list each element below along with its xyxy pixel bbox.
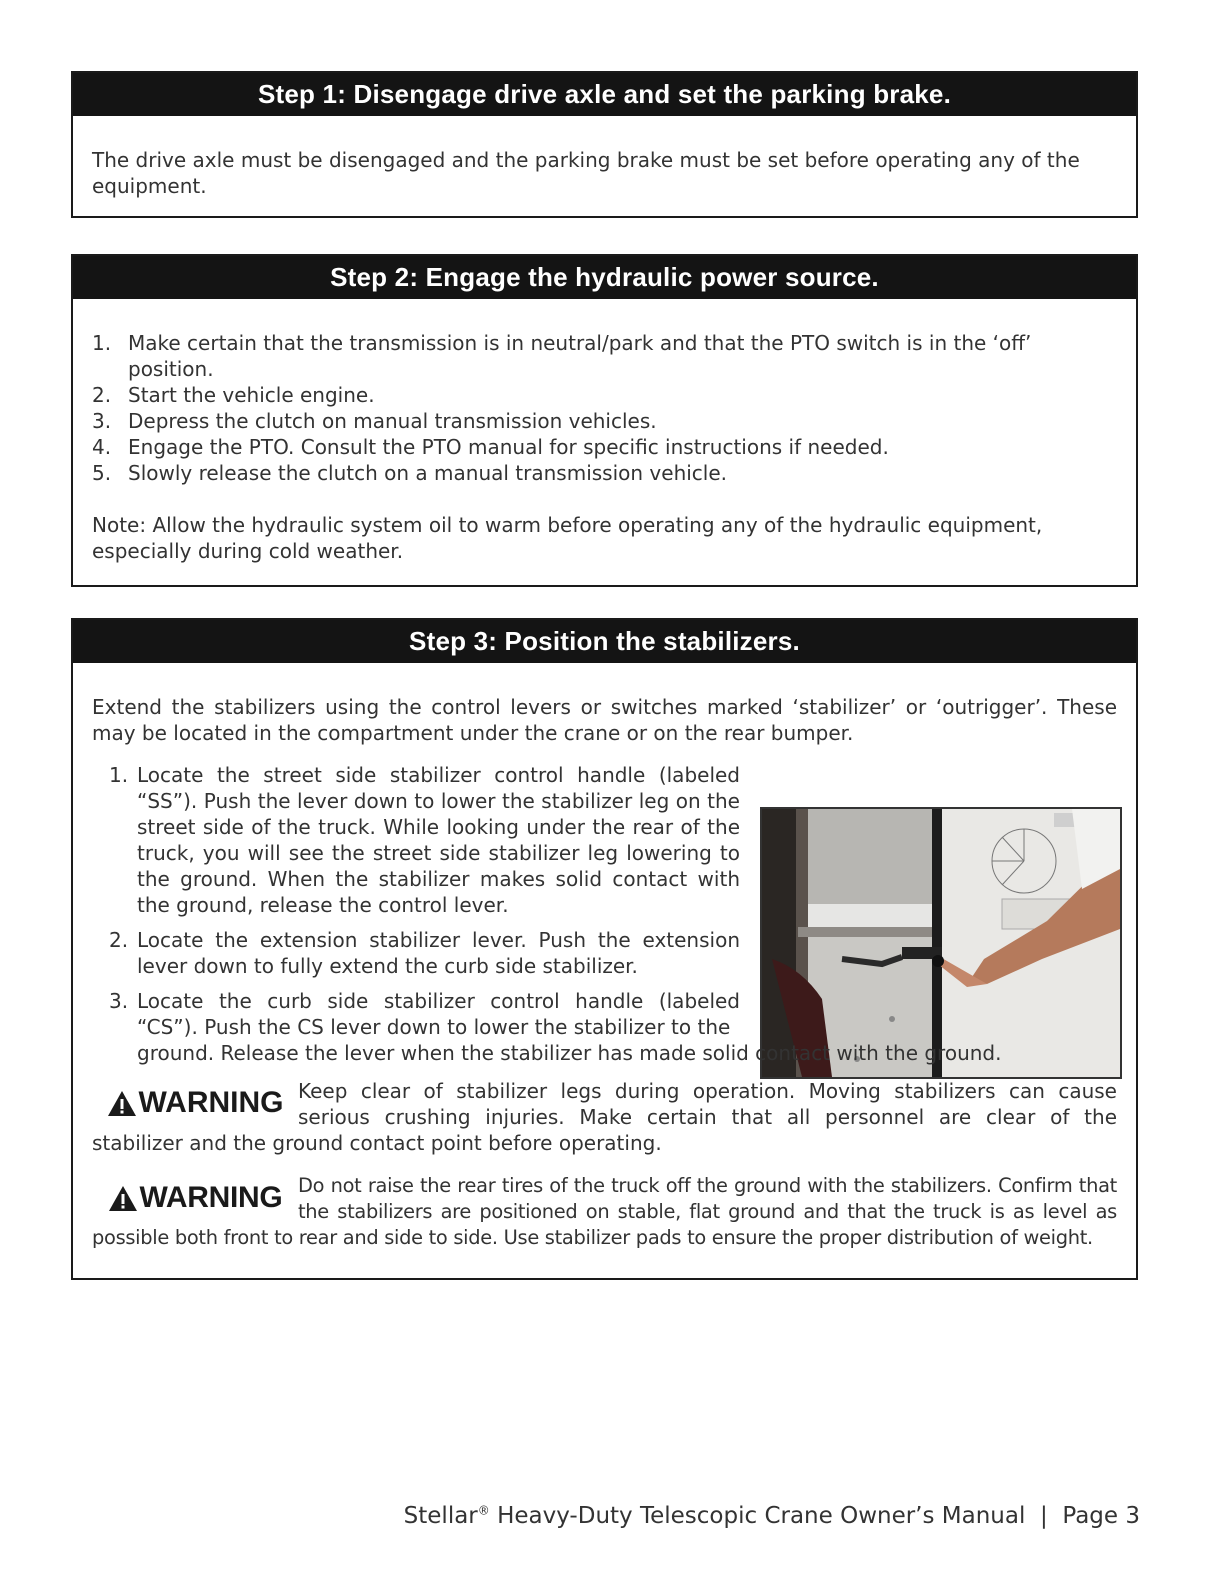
list-item: 2. Start the vehicle engine. [92, 383, 375, 407]
warning-triangle-icon [107, 1090, 137, 1117]
list-item: 3. Depress the clutch on manual transmission vehicles. [92, 409, 657, 433]
list-item: 1. Locate the street side stabilizer control handle (labeled “SS”). Push the lever down to lower the stabilizer leg on the street side of the truck. While looking under the rear of the truck, you will see the street side stabilizer leg lowering to the ground. When the stabilizer makes solid contact with the ground, release the control lever. [109, 763, 740, 917]
warning-text: Do not raise the rear tires of the truck off the ground with the stabilizers. Confirm that the stabilizers are positioned on stable, flat ground and that the truck is as level as possible both front to rear and side to side. Use stabilizer pads to ensure the proper distribution of weight. [92, 1174, 1117, 1249]
step2-section [71, 254, 1138, 587]
step2-title: Step 2: Engage the hydraulic power source. [73, 256, 1136, 299]
list-item: 1. Make certain that the transmission is in neutral/park and that the PTO switch is in the ‘off’ position. [92, 331, 1032, 381]
step3-intro: Extend the stabilizers using the control levers or switches marked ‘stabilizer’ or ‘outrigger’. These may be located in the compartment under the crane or on the rear bumper. [92, 695, 1117, 745]
page-footer: Stellar® Heavy-Duty Telescopic Crane Owner’s Manual | Page 3 [403, 1503, 1140, 1529]
list-item: 2. Locate the extension stabilizer lever. Push the extension lever down to fully extend the curb side stabilizer. [109, 928, 740, 978]
warning-block [92, 1173, 1117, 1251]
list-item: 3. Locate the curb side stabilizer control handle (labeled “CS”). Push the CS lever down to lower the stabilizer to the ground. Release the lever when the stabilizer has made solid contact with the ground. [109, 989, 1002, 1065]
warning-label: WARNING [138, 1086, 284, 1119]
warning-triangle-icon [108, 1185, 138, 1212]
step1-title: Step 1: Disengage drive axle and set the parking brake. [73, 73, 1136, 116]
warning-badge [92, 1078, 298, 1128]
list-item: 4. Engage the PTO. Consult the PTO manual for specific instructions if needed. [92, 435, 889, 459]
warning-badge [92, 1173, 298, 1223]
step3-list [107, 762, 1117, 1066]
warning-label: WARNING [139, 1181, 283, 1214]
step3-title: Step 3: Position the stabilizers. [73, 620, 1136, 663]
step1-text: The drive axle must be disengaged and the parking brake must be set before operating any of the equipment. [92, 148, 1080, 198]
step1-section [71, 71, 1138, 218]
step3-section [71, 618, 1138, 1280]
warning-block [92, 1078, 1117, 1156]
step2-list [92, 330, 1117, 486]
list-item: 5. Slowly release the clutch on a manual transmission vehicle. [92, 461, 728, 485]
warning-text: Keep clear of stabilizer legs during operation. Moving stabilizers can cause serious crushing injuries. Make certain that all personnel are clear of the stabilizer and the ground contact point before operating. [92, 1079, 1117, 1155]
step2-note: Note: Allow the hydraulic system oil to warm before operating any of the hydraulic equipment, especially during cold weather. [92, 513, 1043, 563]
